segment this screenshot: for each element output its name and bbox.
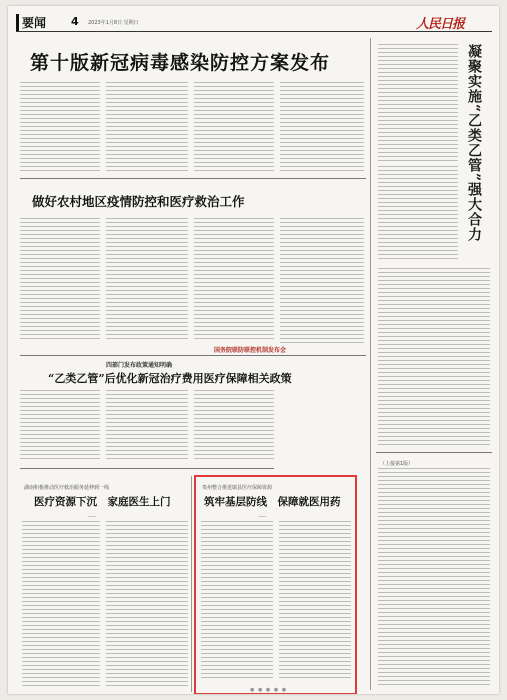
- column-divider: [191, 476, 192, 692]
- rural-headline: 做好农村地区疫情防控和医疗救治工作: [32, 194, 245, 209]
- lead-body-col-2: [106, 82, 188, 172]
- hunan-body-col-2: [106, 521, 188, 689]
- lead-body-col-3: [194, 82, 274, 172]
- guizhou-kicker: 贵州整合推进镇县医疗保障资源: [202, 485, 273, 491]
- divider: [376, 452, 492, 453]
- newspaper-logo: 人民日报: [415, 17, 464, 32]
- commentary-headline: 凝聚实施“乙类乙管”强大合力: [466, 44, 482, 243]
- guizhou-body-col-2: [279, 521, 351, 679]
- rural-body-col-2: [106, 218, 188, 340]
- hunan-byline: ——: [88, 514, 96, 519]
- continued-body: [378, 468, 490, 686]
- page-number: 4: [71, 15, 79, 28]
- guizhou-byline: ——: [258, 514, 266, 519]
- hunan-body-col-1: [22, 521, 100, 689]
- divider: [20, 355, 366, 356]
- insurance-kicker: 四部门发布政策通知明确: [106, 362, 173, 369]
- hunan-headline: 医疗资源下沉 家庭医生上门: [34, 496, 171, 508]
- commentary-body-1: [378, 166, 458, 262]
- divider: [20, 468, 274, 469]
- masthead: [16, 12, 492, 34]
- rural-source: 国务院联防联控机制发布会: [214, 347, 287, 354]
- page-indicator: ● ● ● ● ●: [250, 687, 288, 693]
- hunan-kicker: 湖南积极推动医疗救治服务延伸到一线: [24, 485, 110, 491]
- commentary-body-2: [378, 268, 490, 448]
- lead-body-col-4: [280, 82, 364, 172]
- commentary-intro: [378, 44, 458, 162]
- insurance-body-col-3: [194, 390, 274, 460]
- lead-body-col-1: [20, 82, 100, 172]
- insurance-body-col-1: [20, 390, 100, 460]
- masthead-rule: [16, 31, 492, 32]
- insurance-body-col-2: [106, 390, 188, 460]
- rural-body-col-4: [280, 218, 364, 346]
- newspaper-page: [8, 6, 499, 694]
- issue-date: 2023年1月8日 星期日: [88, 20, 139, 26]
- column-divider: [370, 38, 371, 690]
- divider: [20, 178, 366, 179]
- rural-body-col-3: [194, 218, 274, 340]
- guizhou-headline: 筑牢基层防线 保障就医用药: [204, 496, 341, 508]
- section-name: 要闻: [16, 14, 46, 31]
- guizhou-body-col-1: [201, 521, 273, 679]
- rural-body-col-1: [20, 218, 100, 340]
- insurance-headline: “乙类乙管”后优化新冠治疗费用医疗保障相关政策: [48, 372, 292, 385]
- lead-headline: 第十版新冠病毒感染防控方案发布: [30, 52, 331, 74]
- continued-label: （上接第1版）: [380, 461, 414, 467]
